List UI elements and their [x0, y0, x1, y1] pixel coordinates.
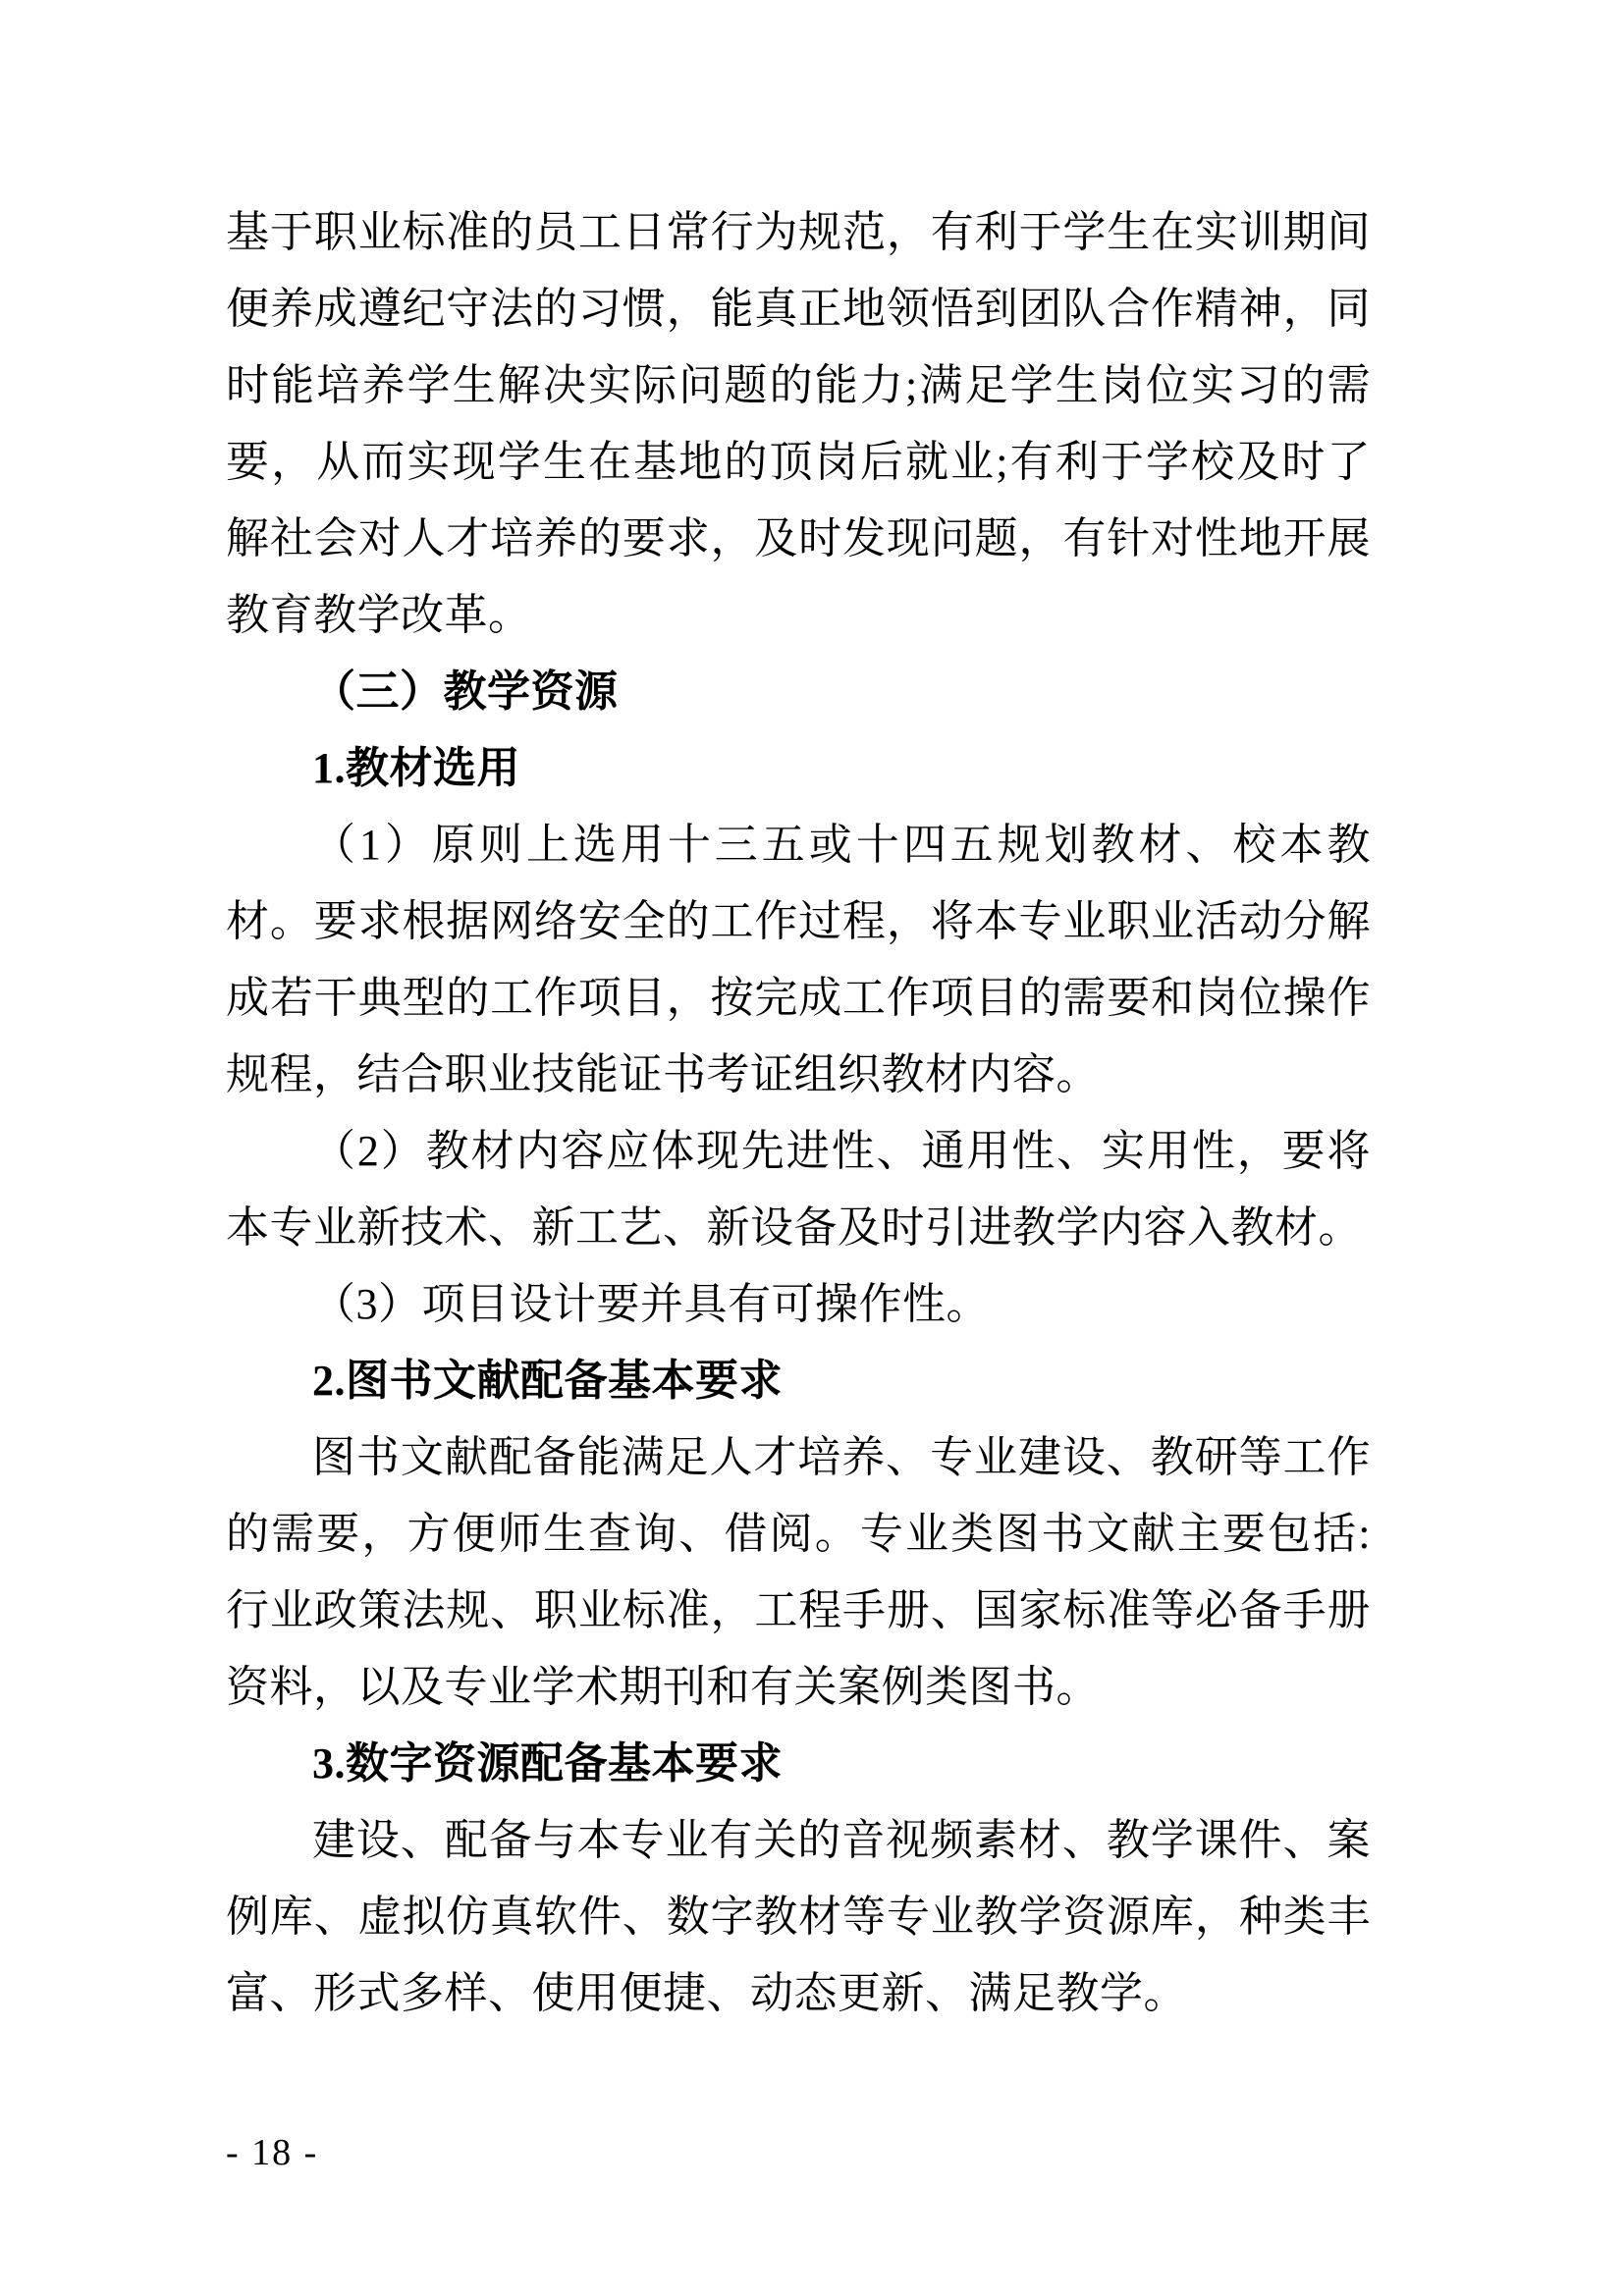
paragraph-item-3-project-design: （3）项目设计要并具有可操作性。: [312, 1280, 990, 1328]
heading-1-textbook-selection: 1.教材选用: [312, 744, 520, 792]
paragraph-item-2-textbook-content: （2）教材内容应体现先进性、通用性、实用性，要将本专业新技术、新工艺、新设备及时引进教学内容入教材。: [226, 1127, 1371, 1252]
heading-3-digital-resources-requirements: 3.数字资源配备基本要求: [312, 1739, 783, 1788]
paragraph-library-documents: 图书文献配备能满足人才培养、专业建设、教研等工作的需要，方便师生查询、借阅。专业类图书文献主要包括:行业政策法规、职业标准，工程手册、国家标准等必备手册资料，以及专业学术期刊和有关案例类图书。: [226, 1433, 1371, 1711]
paragraph-item-1-textbook-principles: （1）原则上选用十三五或十四五规划教材、校本教材。要求根据网络安全的工作过程，将本专业职业活动分解成若干典型的工作项目，按完成工作项目的需要和岗位操作规程，结合职业技能证书考证组织教材内容。: [226, 821, 1371, 1098]
heading-2-library-documents-requirements: 2.图书文献配备基本要求: [312, 1357, 783, 1405]
page-number: - 18 -: [226, 2132, 319, 2173]
paragraph-training-standards: 基于职业标准的员工日常行为规范，有利于学生在实训期间便养成遵纪守法的习惯，能真正地领悟到团队合作精神，同时能培养学生解决实际问题的能力;满足学生岗位实习的需要，从而实现学生在基地的顶岗后就业;有利于学校及时了解社会对人才培养的要求，及时发现问题，有针对性地开展教育教学改革。: [226, 208, 1371, 639]
paragraph-digital-resources: 建设、配备与本专业有关的音视频素材、教学课件、案例库、虚拟仿真软件、数字教材等专业教学资源库，种类丰富、形式多样、使用便捷、动态更新、满足教学。: [226, 1816, 1371, 2017]
document-body: [226, 194, 1371, 2032]
heading-section-three-teaching-resources: （三）教学资源: [312, 667, 619, 716]
